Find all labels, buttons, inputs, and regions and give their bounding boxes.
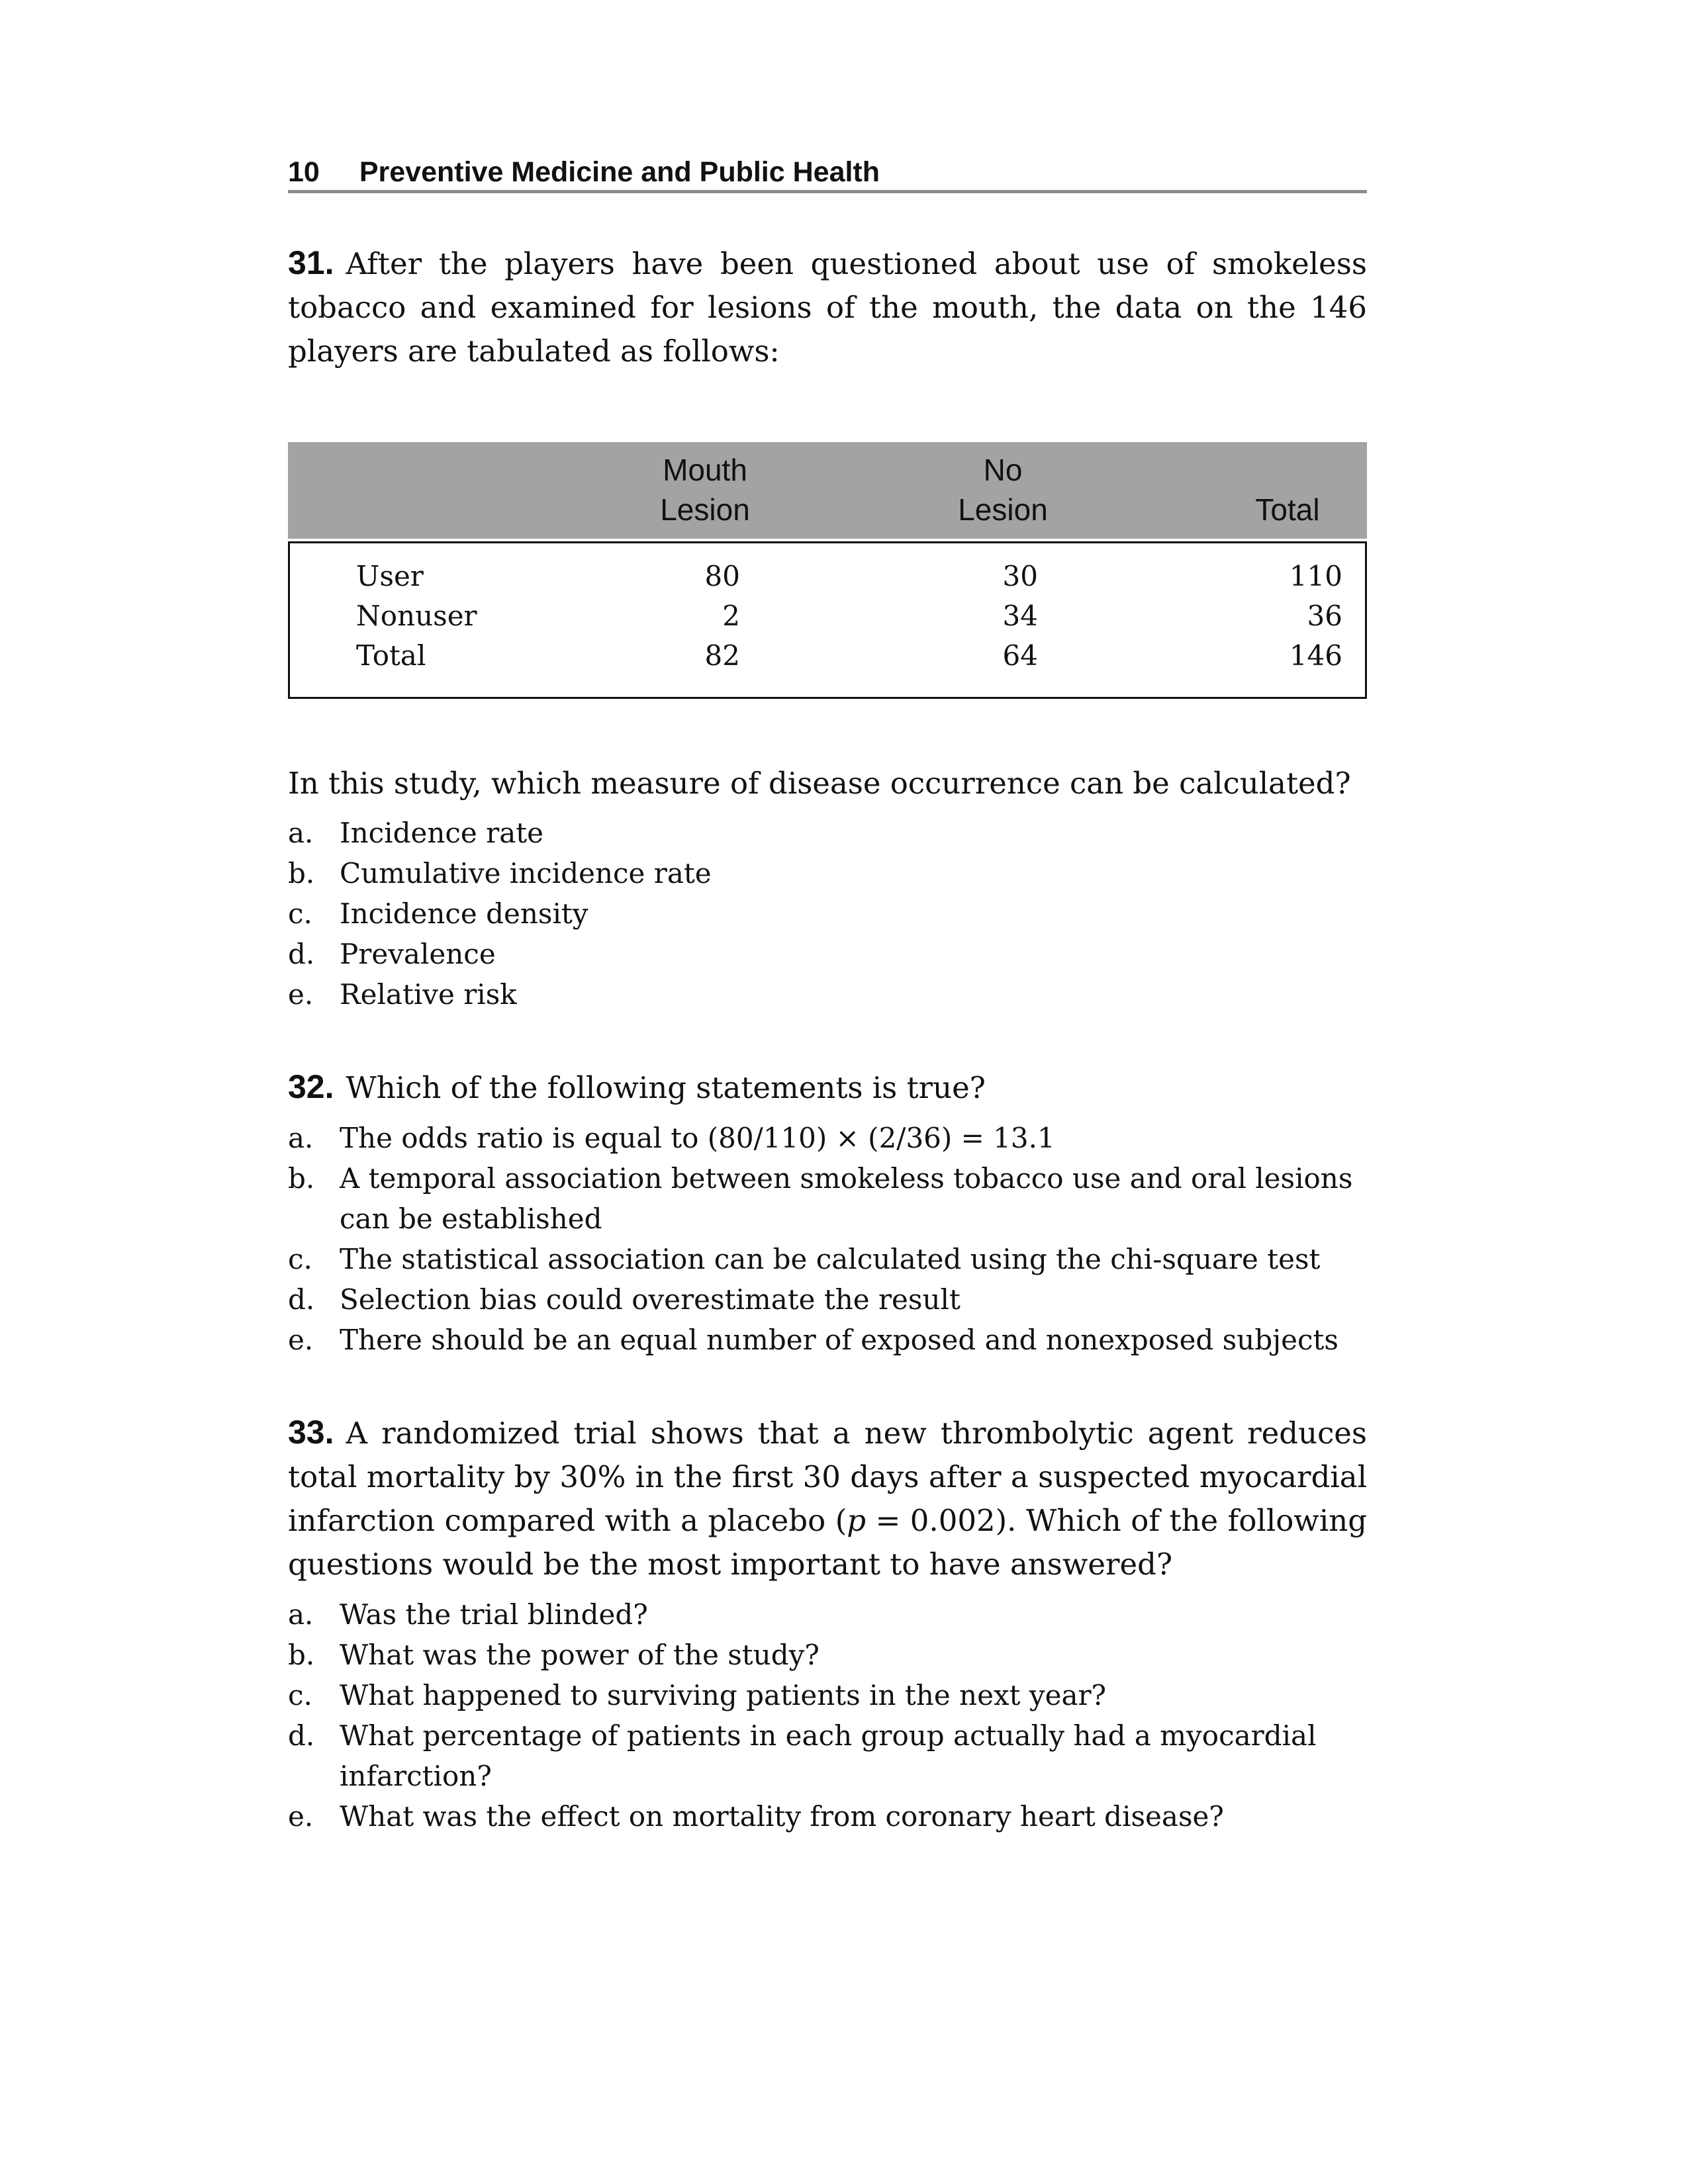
option-a bbox=[288, 813, 1367, 853]
table-row bbox=[290, 557, 1365, 596]
option-a bbox=[288, 1594, 1367, 1635]
col-no-lesion bbox=[917, 450, 1089, 529]
table-body bbox=[288, 541, 1367, 699]
row-label: Nonuser bbox=[356, 600, 477, 632]
question-31 bbox=[288, 241, 1367, 1015]
option-letter: e. bbox=[288, 978, 314, 1011]
option-text: There should be an equal number of exposed and nonexposed subjects bbox=[340, 1324, 1338, 1356]
option-text: The odds ratio is equal to (80/110) × (2/36) = 13.1 bbox=[340, 1122, 1055, 1154]
col-mouth-lesion-line2: Lesion bbox=[660, 492, 750, 527]
question-33 bbox=[288, 1410, 1367, 1837]
col-no-lesion-line2: Lesion bbox=[958, 492, 1048, 527]
cell-total: 110 bbox=[1289, 560, 1342, 592]
option-letter: b. bbox=[288, 1162, 315, 1195]
option-b bbox=[288, 1635, 1367, 1675]
option-d bbox=[288, 1279, 1367, 1320]
col-no-lesion-line1: No bbox=[983, 453, 1023, 487]
question-33-number: 33. bbox=[288, 1414, 334, 1451]
col-mouth-lesion bbox=[619, 450, 791, 529]
option-e bbox=[288, 1796, 1367, 1837]
col-mouth-lesion-line1: Mouth bbox=[663, 453, 747, 487]
question-33-options bbox=[288, 1594, 1367, 1837]
option-letter: c. bbox=[288, 1679, 312, 1711]
question-31-number: 31. bbox=[288, 244, 334, 281]
cell-no-lesion: 64 bbox=[1002, 639, 1038, 672]
cell-mouth-lesion: 2 bbox=[722, 600, 740, 632]
option-c bbox=[288, 893, 1367, 934]
running-header bbox=[288, 156, 1367, 193]
option-text: Incidence rate bbox=[340, 817, 543, 849]
option-text: What percentage of patients in each group actually had a myocardial infarction? bbox=[340, 1719, 1317, 1792]
question-32-number: 32. bbox=[288, 1068, 334, 1105]
option-c bbox=[288, 1239, 1367, 1279]
question-32 bbox=[288, 1065, 1367, 1360]
lesion-data-table bbox=[288, 442, 1367, 699]
option-a bbox=[288, 1118, 1367, 1158]
option-letter: a. bbox=[288, 1122, 314, 1154]
col-total: Total bbox=[1255, 492, 1320, 527]
option-c bbox=[288, 1675, 1367, 1715]
book-title: Preventive Medicine and Public Health bbox=[359, 156, 880, 188]
option-letter: d. bbox=[288, 938, 315, 970]
option-letter: e. bbox=[288, 1324, 314, 1356]
question-31-options bbox=[288, 813, 1367, 1015]
table-header bbox=[288, 442, 1367, 539]
row-label: Total bbox=[356, 639, 426, 672]
option-text: Cumulative incidence rate bbox=[340, 857, 712, 889]
option-text: Selection bias could overestimate the result bbox=[340, 1283, 961, 1316]
row-label: User bbox=[356, 560, 424, 592]
option-e bbox=[288, 1320, 1367, 1360]
option-letter: b. bbox=[288, 1639, 315, 1671]
option-text: Prevalence bbox=[340, 938, 496, 970]
option-letter: b. bbox=[288, 857, 315, 889]
option-letter: d. bbox=[288, 1283, 315, 1316]
option-b bbox=[288, 853, 1367, 893]
question-31-stem-text: After the players have been questioned about use of smokeless tobacco and examined for lesions of the mouth, the data on the 146 players are tabulated as follows: bbox=[288, 246, 1367, 369]
option-text: What was the effect on mortality from coronary heart disease? bbox=[340, 1800, 1224, 1833]
option-text: What happened to surviving patients in the next year? bbox=[340, 1679, 1107, 1711]
option-d bbox=[288, 1715, 1367, 1796]
question-33-stem-p: p bbox=[847, 1503, 867, 1538]
cell-no-lesion: 34 bbox=[1002, 600, 1038, 632]
page-number: 10 bbox=[288, 156, 320, 188]
question-33-stem bbox=[288, 1410, 1367, 1586]
option-text: Relative risk bbox=[340, 978, 517, 1011]
option-letter: c. bbox=[288, 897, 312, 930]
option-letter: c. bbox=[288, 1243, 312, 1275]
cell-mouth-lesion: 80 bbox=[704, 560, 740, 592]
option-text: The statistical association can be calculated using the chi-square test bbox=[340, 1243, 1321, 1275]
table-row bbox=[290, 596, 1365, 636]
question-31-subquestion: In this study, which measure of disease occurrence can be calculated? bbox=[288, 766, 1351, 801]
option-text: Incidence density bbox=[340, 897, 588, 930]
option-letter: a. bbox=[288, 817, 314, 849]
option-d bbox=[288, 934, 1367, 974]
option-text: A temporal association between smokeless tobacco use and oral lesions can be established bbox=[340, 1162, 1353, 1235]
page bbox=[288, 156, 1367, 1837]
cell-total: 36 bbox=[1307, 600, 1342, 632]
question-32-stem-text: Which of the following statements is true? bbox=[346, 1070, 986, 1105]
table-row bbox=[290, 636, 1365, 676]
question-32-stem bbox=[288, 1065, 1367, 1110]
question-33-stem-part2: = 0.002). Which of the following questions would be the most important to have answered? bbox=[288, 1503, 1368, 1582]
option-letter: a. bbox=[288, 1598, 314, 1631]
option-letter: e. bbox=[288, 1800, 314, 1833]
option-text: What was the power of the study? bbox=[340, 1639, 820, 1671]
cell-no-lesion: 30 bbox=[1002, 560, 1038, 592]
option-text: Was the trial blinded? bbox=[340, 1598, 648, 1631]
option-e bbox=[288, 974, 1367, 1015]
cell-total: 146 bbox=[1289, 639, 1342, 672]
option-letter: d. bbox=[288, 1719, 315, 1752]
option-b bbox=[288, 1158, 1367, 1239]
question-32-options bbox=[288, 1118, 1367, 1360]
cell-mouth-lesion: 82 bbox=[704, 639, 740, 672]
question-33-stem-part1: A randomized trial shows that a new thrombolytic agent reduces total mortality by 30% in the first 30 days after a suspected myocardial infarction compared with a placebo ( bbox=[288, 1416, 1367, 1538]
question-31-stem bbox=[288, 241, 1367, 373]
